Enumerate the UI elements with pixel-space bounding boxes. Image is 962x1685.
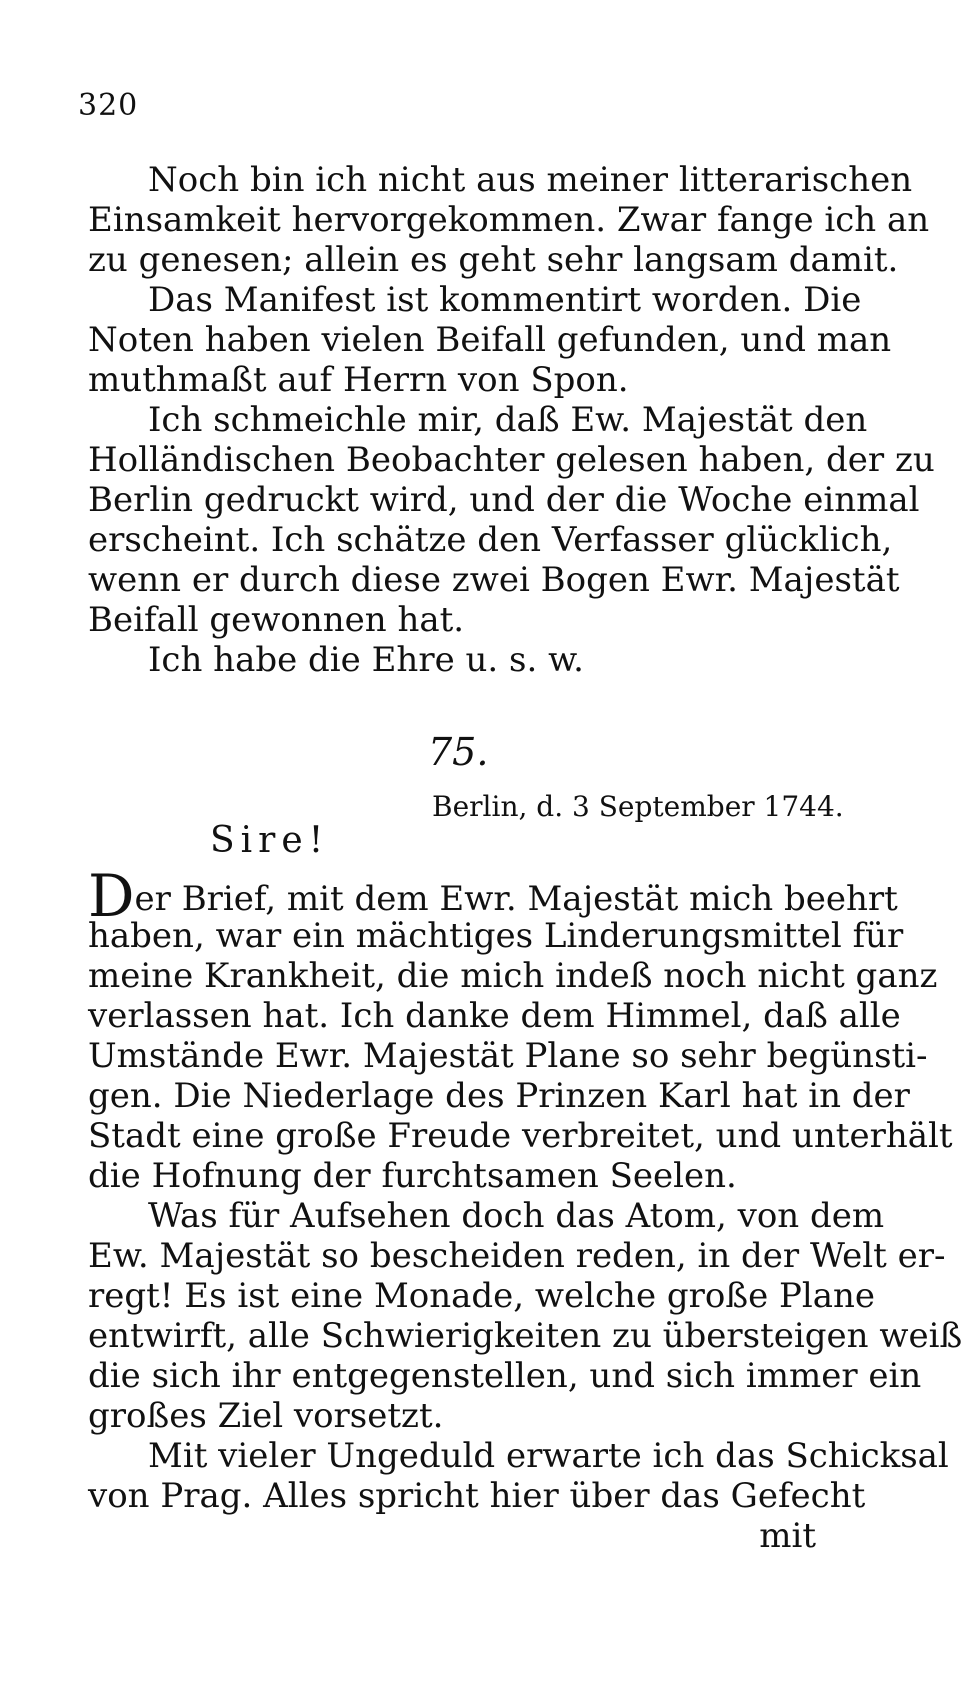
text-line: Holländischen Beobachter gelesen haben, der zu	[88, 440, 935, 480]
text-line-rest: er Brief, mit dem Ewr. Majestät mich beehrt	[134, 879, 898, 919]
text-line: entwirft, alle Schwierigkeiten zu übersteigen weiß	[88, 1316, 962, 1356]
salutation: Sire!	[210, 820, 330, 861]
text-line: Noten haben vielen Beifall gefunden, und man	[88, 320, 892, 360]
text-line: Ich schmeichle mir, daß Ew. Majestät den	[148, 400, 868, 440]
text-line: Mit vieler Ungeduld erwarte ich das Schicksal	[148, 1436, 949, 1476]
text-line: erscheint. Ich schätze den Verfasser glücklich,	[88, 520, 893, 560]
text-line: Umstände Ewr. Majestät Plane so sehr begünsti-	[88, 1036, 928, 1076]
text-line: Was für Aufsehen doch das Atom, von dem	[148, 1196, 885, 1236]
text-line: großes Ziel vorsetzt.	[88, 1396, 444, 1436]
catchword: mit	[759, 1516, 816, 1556]
text-line: haben, war ein mächtiges Linderungsmittel für	[88, 916, 904, 956]
text-line-first	[88, 862, 898, 930]
text-line: wenn er durch diese zwei Bogen Ewr. Majestät	[88, 560, 900, 600]
text-line: Beifall gewonnen hat.	[88, 600, 465, 640]
text-line: Noch bin ich nicht aus meiner litterarischen	[148, 160, 913, 200]
text-line: regt! Es ist eine Monade, welche große Plane	[88, 1276, 876, 1316]
drop-cap: D	[88, 862, 135, 930]
page-number: 320	[78, 88, 139, 123]
text-line: zu genesen; allein es geht sehr langsam damit.	[88, 240, 899, 280]
closing-line: Ich habe die Ehre u. s. w.	[148, 640, 584, 680]
text-line: Berlin gedruckt wird, und der die Woche einmal	[88, 480, 920, 520]
text-line: die Hofnung der furchtsamen Seelen.	[88, 1156, 737, 1196]
text-line: Einsamkeit hervorgekommen. Zwar fange ich an	[88, 200, 930, 240]
text-line: verlassen hat. Ich danke dem Himmel, daß alle	[88, 996, 901, 1036]
text-line: muthmaßt auf Herrn von Spon.	[88, 360, 629, 400]
text-line: Stadt eine große Freude verbreitet, und unterhält	[88, 1116, 953, 1156]
dateline: Berlin, d. 3 September 1744.	[432, 790, 844, 823]
text-line: meine Krankheit, die mich indeß noch nicht ganz	[88, 956, 938, 996]
text-line: die sich ihr entgegenstellen, und sich immer ein	[88, 1356, 922, 1396]
text-line: gen. Die Niederlage des Prinzen Karl hat in der	[88, 1076, 910, 1116]
text-line: von Prag. Alles spricht hier über das Gefecht	[88, 1476, 866, 1516]
text-line: Das Manifest ist kommentirt worden. Die	[148, 280, 862, 320]
text-line: Ew. Majestät so bescheiden reden, in der Welt er-	[88, 1236, 946, 1276]
letter-number: 75.	[428, 730, 489, 774]
